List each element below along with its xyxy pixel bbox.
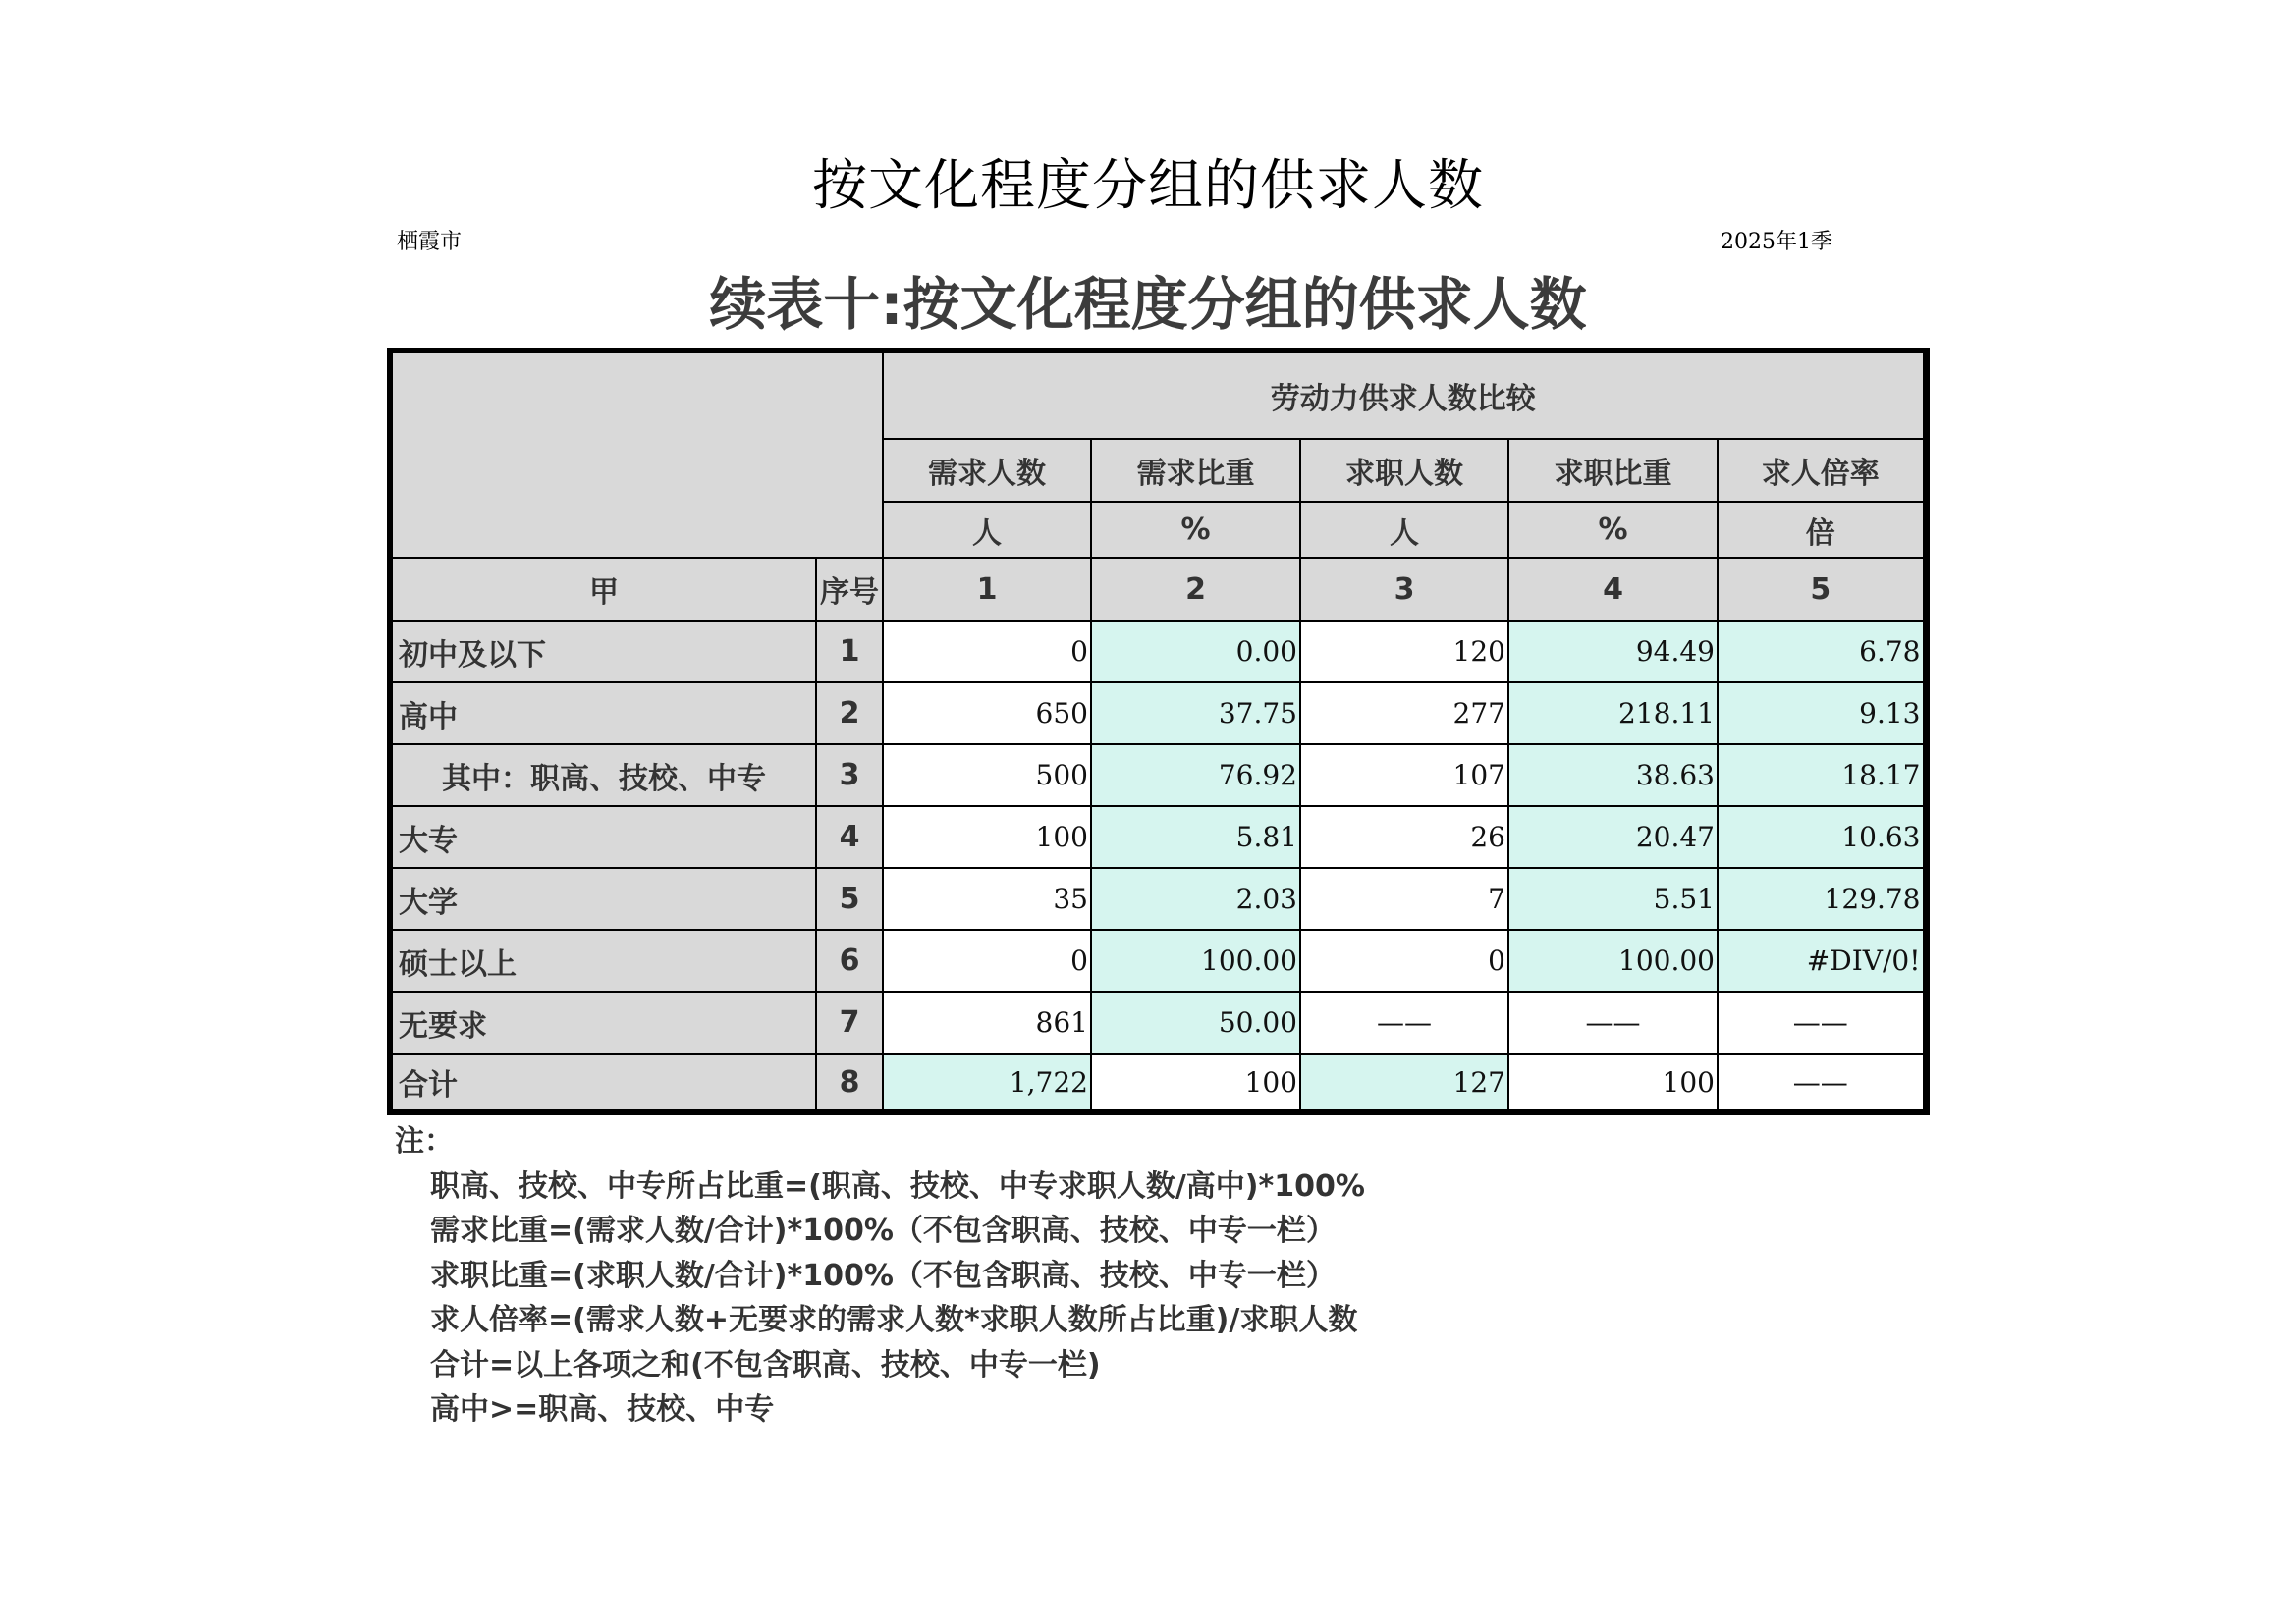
- value-cell: 0: [1300, 930, 1508, 992]
- notes-section: [395, 1119, 1365, 1433]
- value-cell: 5.81: [1091, 806, 1300, 868]
- table-row: [390, 868, 1926, 930]
- row-label: 无要求: [390, 992, 816, 1054]
- column-unit: %: [1091, 502, 1300, 558]
- value-cell: ——: [1300, 992, 1508, 1054]
- row-seq: 4: [816, 806, 883, 868]
- value-cell: 100: [883, 806, 1091, 868]
- value-cell: 218.11: [1508, 682, 1718, 744]
- value-cell: 861: [883, 992, 1091, 1054]
- supply-demand-table: [387, 348, 1930, 1115]
- column-unit: 人: [1300, 502, 1508, 558]
- value-cell: 94.49: [1508, 621, 1718, 682]
- column-header: 需求人数: [883, 439, 1091, 502]
- row-seq: 3: [816, 744, 883, 806]
- value-cell: 26: [1300, 806, 1508, 868]
- row-header-label: 甲: [390, 558, 816, 621]
- value-cell: #DIV/0!: [1718, 930, 1926, 992]
- row-seq: 7: [816, 992, 883, 1054]
- table-row: [390, 682, 1926, 744]
- row-seq: 6: [816, 930, 883, 992]
- value-cell: 6.78: [1718, 621, 1926, 682]
- row-label: 高中: [390, 682, 816, 744]
- value-cell: 35: [883, 868, 1091, 930]
- value-cell: 10.63: [1718, 806, 1926, 868]
- note-line: 求职比重=(求职人数/合计)*100%（不包含职高、技校、中专一栏）: [430, 1258, 1336, 1293]
- row-seq: 1: [816, 621, 883, 682]
- column-index: 5: [1718, 558, 1926, 621]
- value-cell: 76.92: [1091, 744, 1300, 806]
- table-row: [390, 992, 1926, 1054]
- row-label: 大专: [390, 806, 816, 868]
- note-line: 职高、技校、中专所占比重=(职高、技校、中专求职人数/高中)*100%: [430, 1168, 1365, 1204]
- note-line: 需求比重=(需求人数/合计)*100%（不包含职高、技校、中专一栏）: [430, 1214, 1336, 1248]
- column-unit: 倍: [1718, 502, 1926, 558]
- value-cell: 9.13: [1718, 682, 1926, 744]
- value-cell: 37.75: [1091, 682, 1300, 744]
- table-row: [390, 744, 1926, 806]
- column-header: 求职比重: [1508, 439, 1718, 502]
- row-label: 其中：职高、技校、中专: [390, 744, 816, 806]
- row-label: 初中及以下: [390, 621, 816, 682]
- notes-heading: 注：: [395, 1124, 454, 1159]
- value-cell: 100.00: [1508, 930, 1718, 992]
- column-header: 需求比重: [1091, 439, 1300, 502]
- seq-header-label: 序号: [816, 558, 883, 621]
- region-label: 栖霞市: [397, 230, 463, 254]
- column-unit: 人: [883, 502, 1091, 558]
- column-index: 3: [1300, 558, 1508, 621]
- table-row: [390, 621, 1926, 682]
- value-cell: 18.17: [1718, 744, 1926, 806]
- value-cell: 38.63: [1508, 744, 1718, 806]
- value-cell: 100.00: [1091, 930, 1300, 992]
- note-line: 求人倍率=(需求人数+无要求的需求人数*求职人数所占比重)/求职人数: [430, 1303, 1358, 1337]
- value-cell: 100: [1091, 1054, 1300, 1112]
- value-cell: 5.51: [1508, 868, 1718, 930]
- corner-header-cell: [390, 351, 883, 558]
- note-line: 高中>=职高、技校、中专: [430, 1392, 775, 1427]
- row-label: 硕士以上: [390, 930, 816, 992]
- value-cell: 127: [1300, 1054, 1508, 1112]
- value-cell: 100: [1508, 1054, 1718, 1112]
- column-index: 4: [1508, 558, 1718, 621]
- column-index: 2: [1091, 558, 1300, 621]
- value-cell: 1,722: [883, 1054, 1091, 1112]
- column-index: 1: [883, 558, 1091, 621]
- row-seq: 8: [816, 1054, 883, 1112]
- value-cell: 20.47: [1508, 806, 1718, 868]
- column-header: 求职人数: [1300, 439, 1508, 502]
- value-cell: 0: [883, 930, 1091, 992]
- value-cell: 107: [1300, 744, 1508, 806]
- column-unit: %: [1508, 502, 1718, 558]
- table-subtitle: 续表十:按文化程度分组的供求人数: [709, 271, 1587, 338]
- table-row: [390, 1054, 1926, 1112]
- value-cell: 7: [1300, 868, 1508, 930]
- value-cell: 50.00: [1091, 992, 1300, 1054]
- value-cell: ——: [1718, 1054, 1926, 1112]
- value-cell: 2.03: [1091, 868, 1300, 930]
- value-cell: 500: [883, 744, 1091, 806]
- note-line: 合计=以上各项之和(不包含职高、技校、中专一栏): [430, 1347, 1101, 1382]
- value-cell: ——: [1718, 992, 1926, 1054]
- value-cell: 120: [1300, 621, 1508, 682]
- table-row: [390, 806, 1926, 868]
- value-cell: 650: [883, 682, 1091, 744]
- row-seq: 2: [816, 682, 883, 744]
- row-label: 合计: [390, 1054, 816, 1112]
- page-title: 按文化程度分组的供求人数: [812, 154, 1484, 218]
- value-cell: 277: [1300, 682, 1508, 744]
- period-label: 2025年1季: [1721, 230, 1832, 254]
- value-cell: 0.00: [1091, 621, 1300, 682]
- value-cell: 0: [883, 621, 1091, 682]
- value-cell: 129.78: [1718, 868, 1926, 930]
- table-row: [390, 930, 1926, 992]
- row-label: 大学: [390, 868, 816, 930]
- value-cell: ——: [1508, 992, 1718, 1054]
- row-seq: 5: [816, 868, 883, 930]
- group-header: 劳动力供求人数比较: [883, 351, 1926, 439]
- column-header: 求人倍率: [1718, 439, 1926, 502]
